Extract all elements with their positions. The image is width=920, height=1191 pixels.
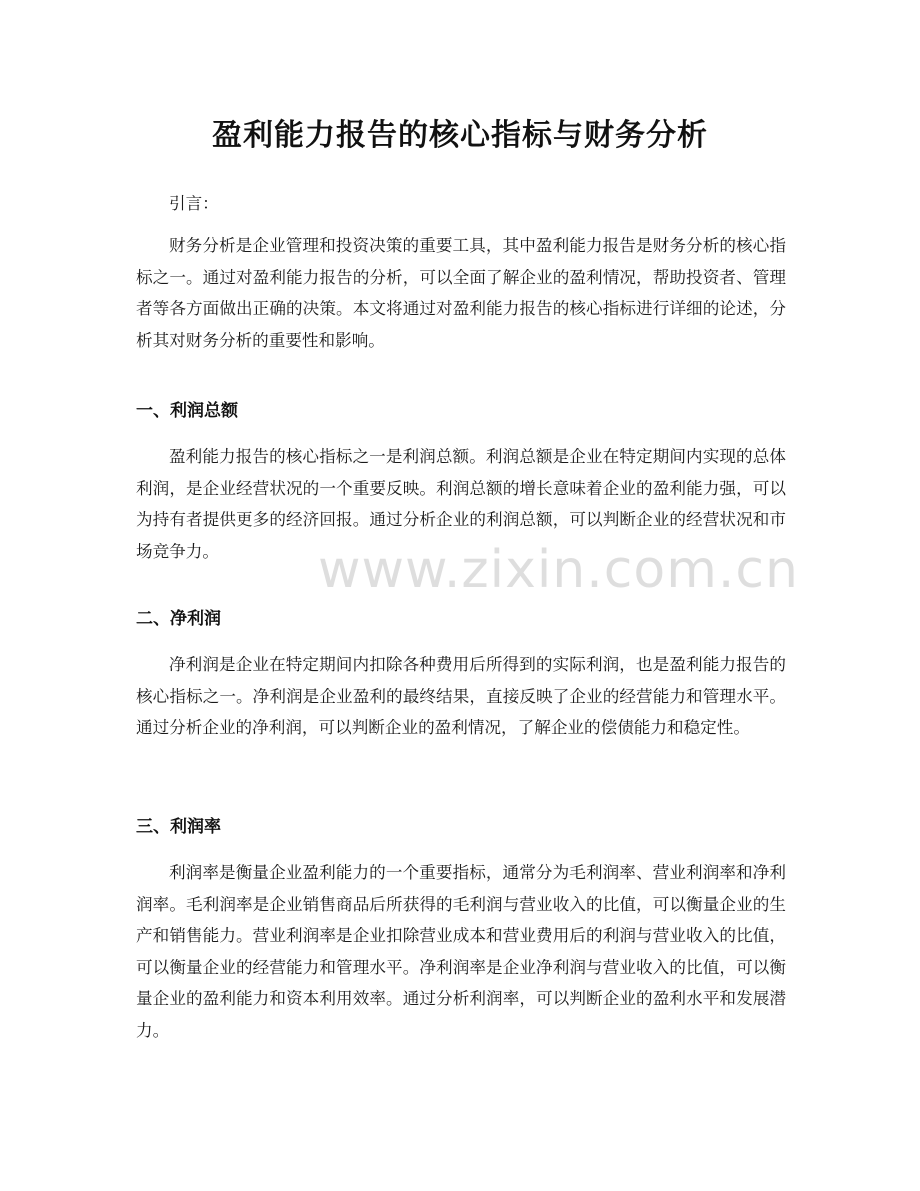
intro-paragraph: 财务分析是企业管理和投资决策的重要工具，其中盈利能力报告是财务分析的核心指标之一。通过对盈利能力报告的分析，可以全面了解企业的盈利情况，帮助投资者、管理者等各方面做出正确的决策。本文将通过对盈利能力报告的核心指标进行详细的论述，分析其对财务分析的重要性和影响。 [136, 236, 786, 350]
section-heading-1: 一、利润总额 [136, 401, 238, 421]
intro-label: 引言： [169, 194, 219, 213]
watermark-text: www.zixin.com.cn [318, 540, 799, 600]
section-heading-3: 三、利润率 [136, 817, 221, 837]
page-title: 盈利能力报告的核心指标与财务分析 [212, 118, 708, 153]
section-body-2: 净利润是企业在特定期间内扣除各种费用后所得到的实际利润，也是盈利能力报告的核心指标之一。净利润是企业盈利的最终结果，直接反映了企业的经营能力和管理水平。通过分析企业的净利润，可以判断企业的盈利情况，了解企业的偿债能力和稳定性。 [136, 655, 786, 737]
section-body-1: 盈利能力报告的核心指标之一是利润总额。利润总额是企业在特定期间内实现的总体利润，是企业经营状况的一个重要反映。利润总额的增长意味着企业的盈利能力强，可以为持有者提供更多的经济回报。通过分析企业的利润总额，可以判断企业的经营状况和市场竞争力。 [136, 447, 786, 561]
section-body-3: 利润率是衡量企业盈利能力的一个重要指标，通常分为毛利润率、营业利润率和净利润率。毛利润率是企业销售商品后所获得的毛利润与营业收入的比值，可以衡量企业的生产和销售能力。营业利润率是企业扣除营业成本和营业费用后的利润与营业收入的比值，可以衡量企业的经营能力和管理水平。净利润率是企业净利润与营业收入的比值，可以衡量企业的盈利能力和资本利用效率。通过分析利润率，可以判断企业的盈利水平和发展潜力。 [136, 863, 786, 1040]
section-heading-2: 二、净利润 [136, 609, 221, 629]
